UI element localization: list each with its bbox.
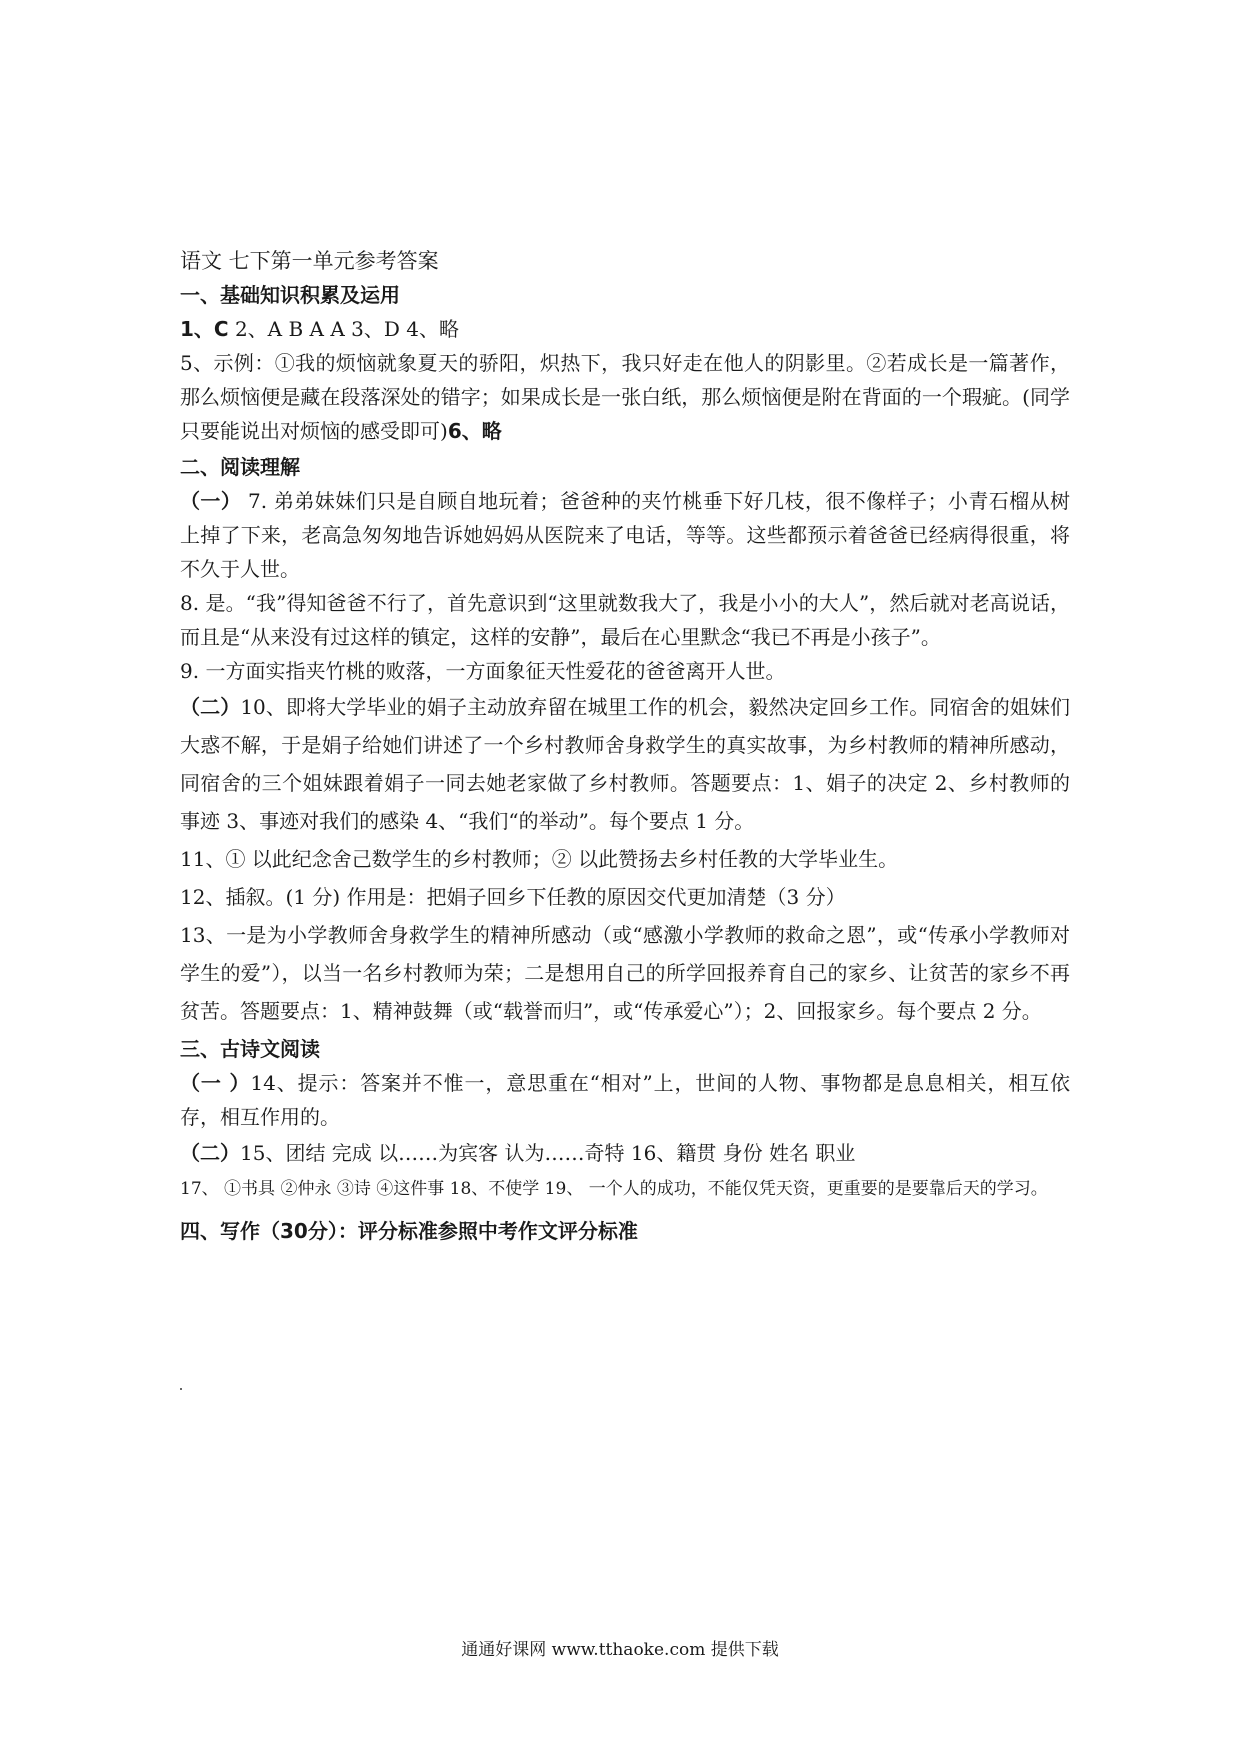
section-1-answers-1-4 — [180, 312, 1070, 346]
section-3-heading: 三、古诗文阅读 — [180, 1037, 320, 1061]
part-2-label-classical: （二） — [180, 1141, 240, 1165]
q8-answer: 8. 是。“我”得知爸爸不行了，首先意识到“这里就数我大了，我是小小的大人”，然后就对老高说话，而且是“从来没有过这样的镇定，这样的安静”，最后在心里默念“我已不再是小孩子”。 — [180, 591, 1070, 649]
q6-text: 6、略 — [447, 419, 502, 443]
q15-16-answer — [180, 1136, 1070, 1170]
q2-4-answers: 2、A B A A 3、D 4、略 — [228, 317, 459, 341]
page-footer: 通通好课网 www.tthaoke.com 提供下载 — [461, 1640, 779, 1660]
q10-answer — [180, 688, 1070, 840]
section-4-heading: 四、写作（30分）：评分标准参照中考作文评分标准 — [180, 1219, 638, 1243]
q5-text: 5、示例：①我的烦恼就象夏天的骄阳，炽热下，我只好走在他人的阴影里。②若成长是一篇著作，那么烦恼便是藏在段落深处的错字；如果成长是一张白纸，那么烦恼便是附在背面的一个瑕疵。(同学只要能说出对烦恼的感受即可) — [180, 351, 1070, 443]
answer-document — [180, 244, 1070, 1248]
q7-text: 7. 弟弟妹妹们只是自顾自地玩着；爸爸种的夹竹桃垂下好几枝，很不像样子；小青石榴从树上掉了下来，老高急匆匆地告诉她妈妈从医院来了电话，等等。这些都预示着爸爸已经病得很重，将不久于人世。 — [180, 489, 1071, 581]
section-1-heading: 一、基础知识积累及运用 — [180, 283, 400, 307]
q9-answer: 9. 一方面实指夹竹桃的败落，一方面象征天性爱花的爸爸离开人世。 — [180, 659, 786, 683]
q1-answer: 1、C — [180, 317, 229, 341]
q5-6-answer — [180, 346, 1070, 448]
part-1-label-classical: （一 ） — [180, 1071, 251, 1095]
q17-19-answer: 17、 ①书具 ②仲永 ③诗 ④这件事 18、不使学 19、 一个人的成功，不能仅凭天资，更重要的是要靠后天的学习。 — [180, 1179, 1048, 1199]
q14-text: 14、提示：答案并不惟一，意思重在“相对”上，世间的人物、事物都是息息相关，相互依存，相互作用的。 — [180, 1071, 1070, 1129]
part-1-label: （一） — [180, 489, 242, 513]
q15-16-text: 15、团结 完成 以……为宾客 认为……奇特 16、籍贯 身份 姓名 职业 — [240, 1141, 856, 1165]
section-2-heading: 二、阅读理解 — [180, 455, 300, 479]
q7-answer — [180, 484, 1070, 586]
document-title: 语文 七下第一单元参考答案 — [180, 249, 439, 273]
q13-answer: 13、一是为小学教师舍身救学生的精神所感动（或“感激小学教师的救命之恩”，或“传承小学教师对学生的爱”），以当一名乡村教师为荣；二是想用自己的所学回报养育自己的家乡、让贫苦的家乡不再贫苦。答题要点：1、精神鼓舞（或“载誉而归”，或“传承爱心”）；2、回报家乡。每个要点 2 分。 — [180, 923, 1070, 1023]
q11-answer: 11、① 以此纪念舍己数学生的乡村教师；② 以此赞扬去乡村任教的大学毕业生。 — [180, 847, 899, 871]
stray-dot — [180, 1388, 182, 1390]
part-2-label: （二） — [180, 695, 241, 719]
q12-answer: 12、插叙。(1 分) 作用是：把娟子回乡下任教的原因交代更加清楚（3 分） — [180, 885, 846, 909]
q10-text: 10、即将大学毕业的娟子主动放弃留在城里工作的机会，毅然决定回乡工作。同宿舍的姐妹们大惑不解，于是娟子给她们讲述了一个乡村教师舍身救学生的真实故事，为乡村教师的精神所感动，同宿舍的三个姐妹跟着娟子一同去她老家做了乡村教师。答题要点：1、娟子的决定 2、乡村教师的事迹 3、事迹对我们的感染 4、“我们“的举动”。每个要点 1 分。 — [180, 695, 1071, 833]
q14-answer — [180, 1066, 1070, 1134]
